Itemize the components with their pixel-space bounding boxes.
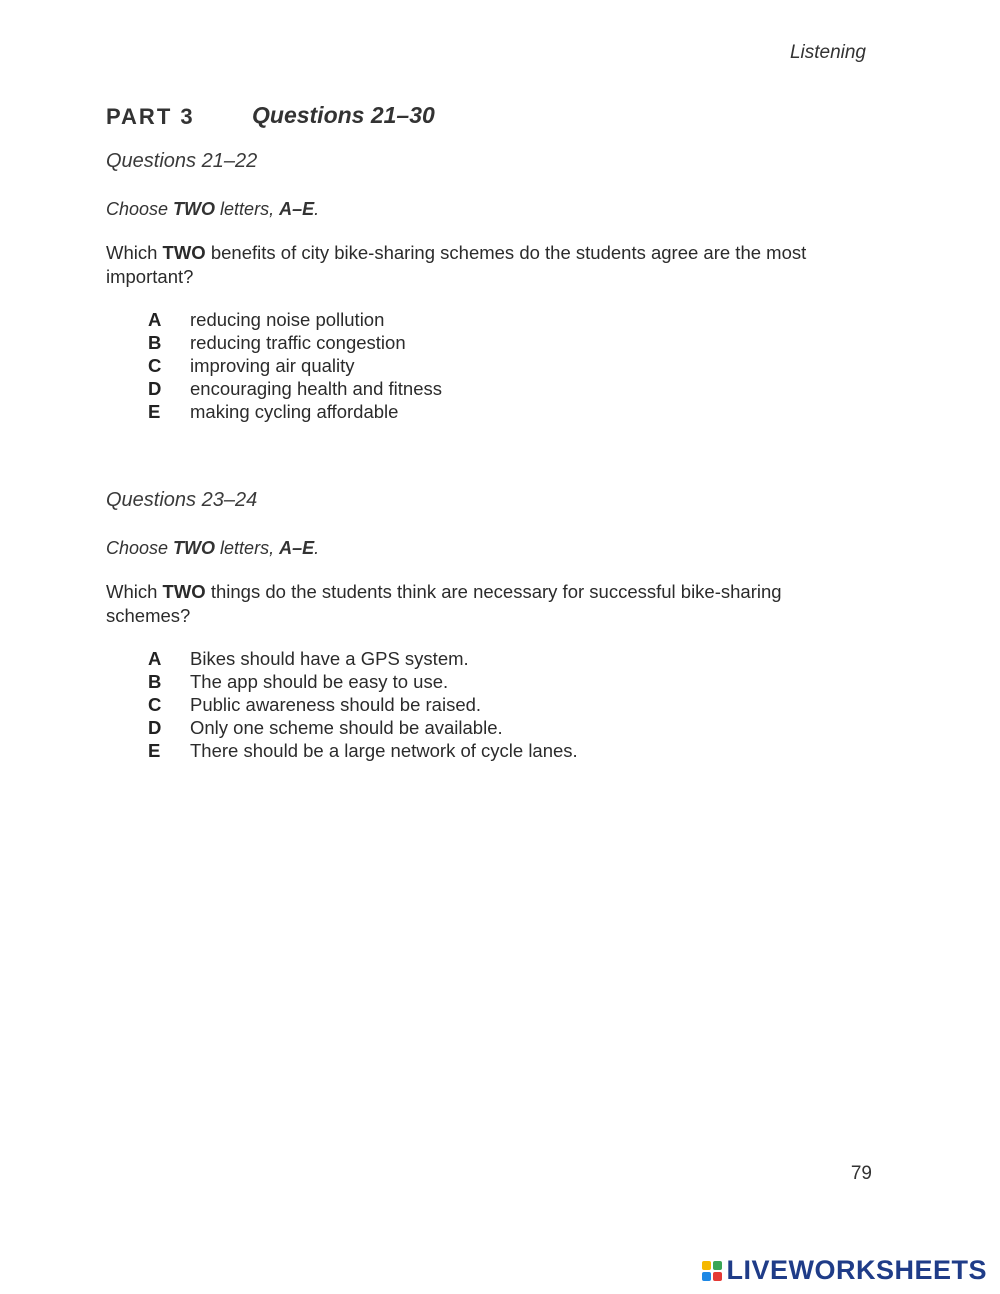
page-number: 79	[850, 1163, 872, 1184]
option-letter: A	[148, 648, 162, 669]
liveworksheets-logo-icon	[702, 1261, 722, 1281]
option-list-23-24	[148, 647, 578, 762]
option-text: improving air quality	[190, 355, 355, 376]
section-instruction-23-24: Choose TWO letters, A–E.	[106, 538, 320, 558]
option-item[interactable]	[148, 377, 442, 400]
option-item[interactable]	[148, 670, 578, 693]
option-item[interactable]	[148, 716, 578, 739]
logo-tile	[713, 1272, 722, 1281]
option-letter: B	[148, 671, 162, 692]
option-item[interactable]	[148, 693, 578, 716]
part-label: PART 3	[106, 104, 195, 129]
logo-tile	[702, 1261, 711, 1270]
option-text: The app should be easy to use.	[190, 671, 449, 692]
option-text: encouraging health and fitness	[190, 378, 442, 399]
question-prompt-21-22: Which TWO benefits of city bike-sharing schemes do the students agree are the most important?	[106, 242, 807, 287]
option-item[interactable]	[148, 400, 442, 423]
option-item[interactable]	[148, 354, 442, 377]
option-letter: D	[148, 717, 162, 738]
section-heading-21-22: Questions 21–22	[106, 150, 258, 172]
option-text: Public awareness should be raised.	[190, 694, 482, 715]
logo-tile	[713, 1261, 722, 1270]
option-text: reducing traffic congestion	[190, 332, 406, 353]
option-letter: C	[148, 355, 162, 376]
option-letter: A	[148, 309, 162, 330]
option-item[interactable]	[148, 331, 442, 354]
option-item[interactable]	[148, 647, 578, 670]
option-letter: C	[148, 694, 162, 715]
option-letter: D	[148, 378, 162, 399]
option-text: Only one scheme should be available.	[190, 717, 503, 738]
option-text: making cycling affordable	[190, 401, 399, 422]
option-letter: B	[148, 332, 162, 353]
option-item[interactable]	[148, 308, 442, 331]
option-text: reducing noise pollution	[190, 309, 385, 330]
section-heading-23-24: Questions 23–24	[106, 489, 258, 511]
option-letter: E	[148, 401, 161, 422]
logo-tile	[702, 1272, 711, 1281]
liveworksheets-logo[interactable]	[702, 1255, 987, 1286]
option-text: Bikes should have a GPS system.	[190, 648, 469, 669]
option-letter: E	[148, 740, 161, 761]
option-list-21-22	[148, 308, 442, 423]
option-text: There should be a large network of cycle lanes.	[190, 740, 578, 761]
section-instruction-21-22: Choose TWO letters, A–E.	[106, 199, 320, 219]
running-head: Listening	[789, 42, 866, 63]
question-prompt-23-24: Which TWO things do the students think are necessary for successful bike-sharing schemes?	[106, 581, 782, 626]
part-questions-range: Questions 21–30	[252, 102, 435, 128]
option-item[interactable]	[148, 739, 578, 762]
logo-text: LIVEWORKSHEETS	[726, 1255, 987, 1285]
